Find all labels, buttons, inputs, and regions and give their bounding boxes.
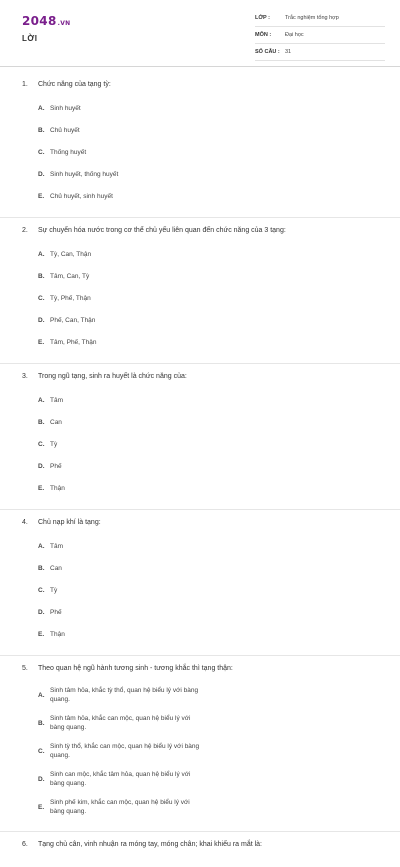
- option-text: Sinh phế kim, khắc can mộc, quan hệ biểu lý với bàng quang.: [50, 799, 190, 815]
- option-d[interactable]: [38, 765, 210, 793]
- option-letter: D.: [38, 462, 45, 470]
- option-c[interactable]: [38, 287, 210, 309]
- option-e[interactable]: [38, 477, 210, 499]
- option-letter: B.: [38, 418, 45, 426]
- question-stem: [22, 80, 378, 90]
- option-text: Phế: [50, 608, 62, 616]
- option-a[interactable]: [38, 535, 210, 557]
- option-b[interactable]: [38, 557, 210, 579]
- question-6: [0, 832, 400, 867]
- question-text: Tạng chủ cân, vinh nhuận ra móng tay, móng chân; khai khiếu ra mắt là:: [38, 841, 262, 848]
- question-number: 3.: [22, 373, 28, 380]
- option-text: Sinh huyết: [50, 104, 81, 112]
- site-logo[interactable]: [22, 14, 70, 28]
- option-text: Tâm: [50, 542, 63, 550]
- option-text: Tâm: [50, 396, 63, 404]
- option-list: [22, 681, 378, 821]
- question-text: Chủ nạp khí là tạng:: [38, 519, 101, 526]
- option-e[interactable]: [38, 331, 210, 353]
- option-letter: C.: [38, 148, 45, 156]
- option-b[interactable]: [38, 265, 210, 287]
- option-text: Tỳ, Phế, Thận: [50, 294, 91, 302]
- option-letter: B.: [38, 126, 45, 134]
- option-text: Sinh tỳ thổ, khắc can mộc, quan hệ biểu lý với bàng quang.: [50, 743, 200, 759]
- option-letter: A.: [38, 396, 45, 404]
- question-number: 2.: [22, 227, 28, 234]
- question-list: [0, 72, 400, 867]
- option-list: [22, 97, 378, 207]
- question-stem: [22, 372, 378, 382]
- question-text: Sự chuyển hóa nước trong cơ thể chủ yếu liên quan đến chức năng của 3 tạng:: [38, 227, 286, 234]
- question-text: Theo quan hệ ngũ hành tương sinh - tương khắc thì tạng thận:: [38, 665, 233, 672]
- option-list: [22, 389, 378, 499]
- question-5: [0, 656, 400, 832]
- option-letter: C.: [38, 586, 45, 594]
- logo-tld: .VN: [57, 20, 71, 27]
- option-text: Chủ huyết, sinh huyết: [50, 192, 113, 200]
- question-stem: [22, 840, 378, 850]
- question-4: [0, 510, 400, 656]
- option-letter: D.: [38, 170, 45, 178]
- option-letter: C.: [38, 440, 45, 448]
- option-text: Thận: [50, 484, 65, 492]
- meta-row-count: [255, 46, 385, 61]
- option-letter: D.: [38, 608, 45, 616]
- option-text: Tỳ, Can, Thận: [50, 250, 92, 258]
- option-text: Sinh tâm hỏa, khắc tỳ thổ, quan hệ biểu lý với bàng quang.: [50, 687, 199, 703]
- question-3: [0, 364, 400, 510]
- option-d[interactable]: [38, 163, 210, 185]
- section-title: LỜI: [22, 34, 38, 43]
- option-letter: C.: [38, 747, 45, 755]
- option-list: [22, 243, 378, 353]
- option-a[interactable]: [38, 681, 210, 709]
- option-text: Thống huyết: [50, 148, 87, 156]
- option-c[interactable]: [38, 433, 210, 455]
- option-letter: E.: [38, 484, 45, 492]
- option-e[interactable]: [38, 623, 210, 645]
- option-letter: B.: [38, 272, 45, 280]
- option-text: Phế: [50, 462, 62, 470]
- option-letter: C.: [38, 294, 45, 302]
- option-letter: E.: [38, 338, 45, 346]
- option-text: Chủ huyết: [50, 126, 80, 134]
- question-number: 4.: [22, 519, 28, 526]
- question-number: 1.: [22, 81, 28, 88]
- option-c[interactable]: [38, 737, 210, 765]
- question-text: Chức năng của tạng tỳ:: [38, 81, 111, 88]
- question-stem: [22, 664, 378, 674]
- option-letter: D.: [38, 316, 45, 324]
- logo-text: 2048: [22, 14, 57, 28]
- option-list: [22, 535, 378, 645]
- meta-key: LỚP :: [255, 15, 270, 21]
- question-stem: [22, 518, 378, 528]
- question-text: Trong ngũ tạng, sinh ra huyết là chức năng của:: [38, 373, 187, 380]
- option-d[interactable]: [38, 309, 210, 331]
- option-a[interactable]: [38, 97, 210, 119]
- option-a[interactable]: [38, 243, 210, 265]
- option-text: Sinh tâm hỏa, khắc can mộc, quan hệ biểu lý với bàng quang.: [50, 715, 191, 731]
- option-b[interactable]: [38, 411, 210, 433]
- option-text: Tỳ: [50, 586, 58, 594]
- option-letter: D.: [38, 775, 45, 783]
- page-header: [0, 0, 400, 64]
- option-letter: B.: [38, 719, 45, 727]
- option-letter: E.: [38, 803, 45, 811]
- meta-row-class: [255, 12, 385, 27]
- option-text: Can: [50, 418, 62, 426]
- option-e[interactable]: [38, 185, 210, 207]
- option-letter: A.: [38, 542, 45, 550]
- option-text: Tâm, Phế, Thận: [50, 338, 97, 346]
- meta-row-subject: [255, 29, 385, 44]
- header-divider: [0, 66, 400, 67]
- option-text: Tỳ: [50, 440, 58, 448]
- option-d[interactable]: [38, 601, 210, 623]
- meta-value: Trắc nghiệm tổng hợp: [285, 15, 339, 21]
- question-number: 5.: [22, 665, 28, 672]
- option-b[interactable]: [38, 119, 210, 141]
- question-number: 6.: [22, 841, 28, 848]
- option-a[interactable]: [38, 389, 210, 411]
- option-letter: E.: [38, 192, 45, 200]
- option-text: Phế, Can, Thận: [50, 316, 96, 324]
- option-e[interactable]: [38, 793, 210, 821]
- option-c[interactable]: [38, 141, 210, 163]
- option-letter: E.: [38, 630, 45, 638]
- question-stem: [22, 226, 378, 236]
- meta-key: SỐ CÂU :: [255, 49, 280, 55]
- option-text: Sinh huyết, thống huyết: [50, 170, 119, 178]
- meta-key: MÔN :: [255, 32, 272, 38]
- option-c[interactable]: [38, 579, 210, 601]
- option-d[interactable]: [38, 455, 210, 477]
- question-1: [0, 72, 400, 218]
- option-text: Sinh can mộc, khắc tâm hỏa, quan hệ biểu lý với bàng quang.: [50, 771, 191, 787]
- question-2: [0, 218, 400, 364]
- option-text: Can: [50, 564, 62, 572]
- meta-value: 31: [285, 49, 292, 55]
- option-b[interactable]: [38, 709, 210, 737]
- option-letter: A.: [38, 250, 45, 258]
- option-text: Thận: [50, 630, 65, 638]
- option-letter: B.: [38, 564, 45, 572]
- option-text: Tâm, Can, Tỳ: [50, 272, 90, 280]
- quiz-meta: [255, 12, 385, 63]
- meta-value: Đại học: [285, 32, 304, 38]
- option-letter: A.: [38, 691, 45, 699]
- option-letter: A.: [38, 104, 45, 112]
